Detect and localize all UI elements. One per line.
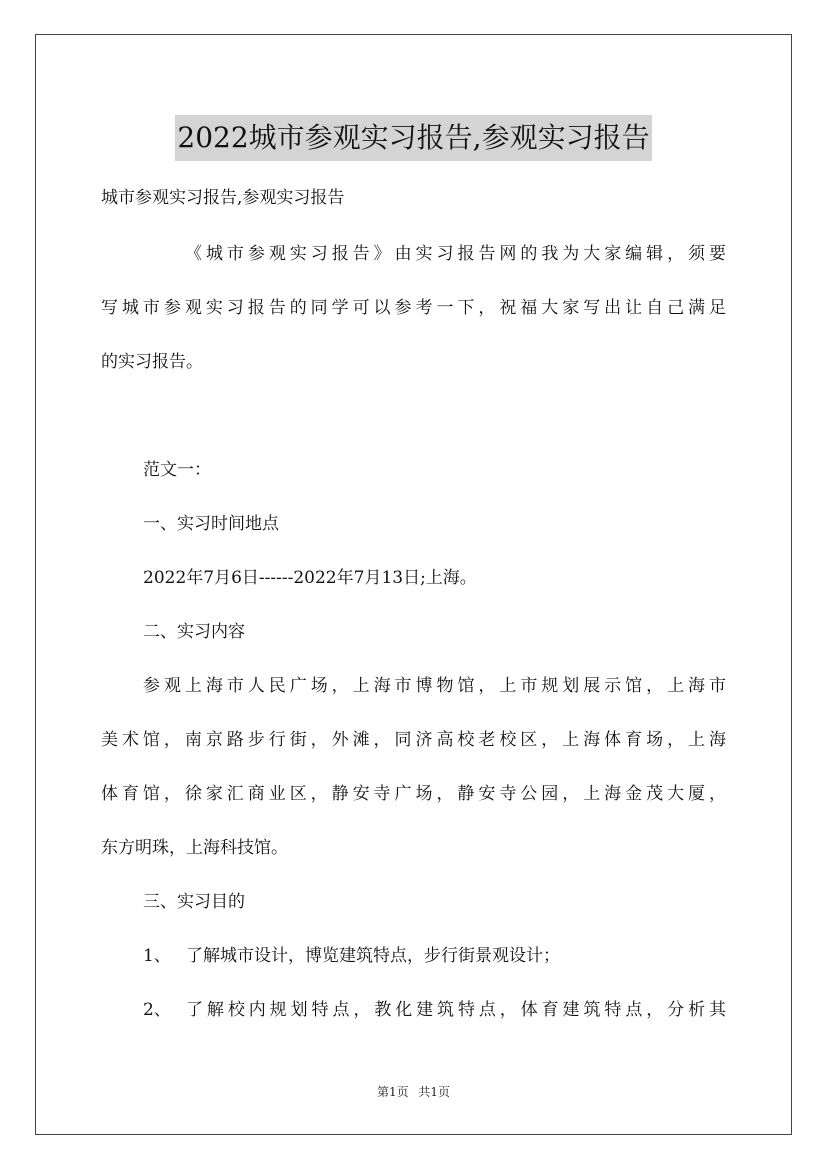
section2-line-2: 美术馆，南京路步行街，外滩，同济高校老校区，上海体育场，上海 — [101, 730, 726, 750]
title-container — [0, 96, 827, 180]
goal-text: 了解城市设计，博览建筑特点，步行街景观设计； — [186, 946, 560, 966]
section2-line-3: 体育馆，徐家汇商业区，静安寺广场，静安寺公园，上海金茂大厦， — [101, 784, 726, 804]
document-title: 2022城市参观实习报告,参观实习报告 — [175, 115, 651, 161]
section3-heading: 三、实习目的 — [143, 892, 245, 912]
intro-line-1: 《城市参观实习报告》由实习报告网的我为大家编辑，须要 — [185, 244, 726, 264]
sample-heading: 范文一： — [143, 460, 211, 480]
section1-text: 2022年7月6日------2022年7月13日;上海。 — [143, 568, 477, 588]
section2-heading: 二、实习内容 — [143, 622, 245, 642]
section2-line-1: 参观上海市人民广场，上海市博物馆，上市规划展示馆，上海市 — [143, 676, 726, 696]
subtitle: 城市参观实习报告,参观实习报告 — [101, 188, 345, 208]
page-total: 共1页 — [418, 1085, 451, 1099]
section1-heading: 一、实习时间地点 — [143, 514, 279, 534]
intro-line-2: 写城市参观实习报告的同学可以参考一下，祝福大家写出让自己满足 — [101, 298, 726, 318]
section2-line-4: 东方明珠，上海科技馆。 — [101, 838, 288, 858]
page-footer — [0, 1083, 827, 1100]
page-number: 第1页 — [376, 1085, 409, 1099]
goal-text: 了解校内规划特点，教化建筑特点，体育建筑特点，分析其 — [186, 1000, 726, 1020]
goal-number: 1、 — [143, 946, 171, 966]
goal-number: 2、 — [143, 1000, 171, 1020]
intro-line-3: 的实习报告。 — [101, 352, 203, 372]
